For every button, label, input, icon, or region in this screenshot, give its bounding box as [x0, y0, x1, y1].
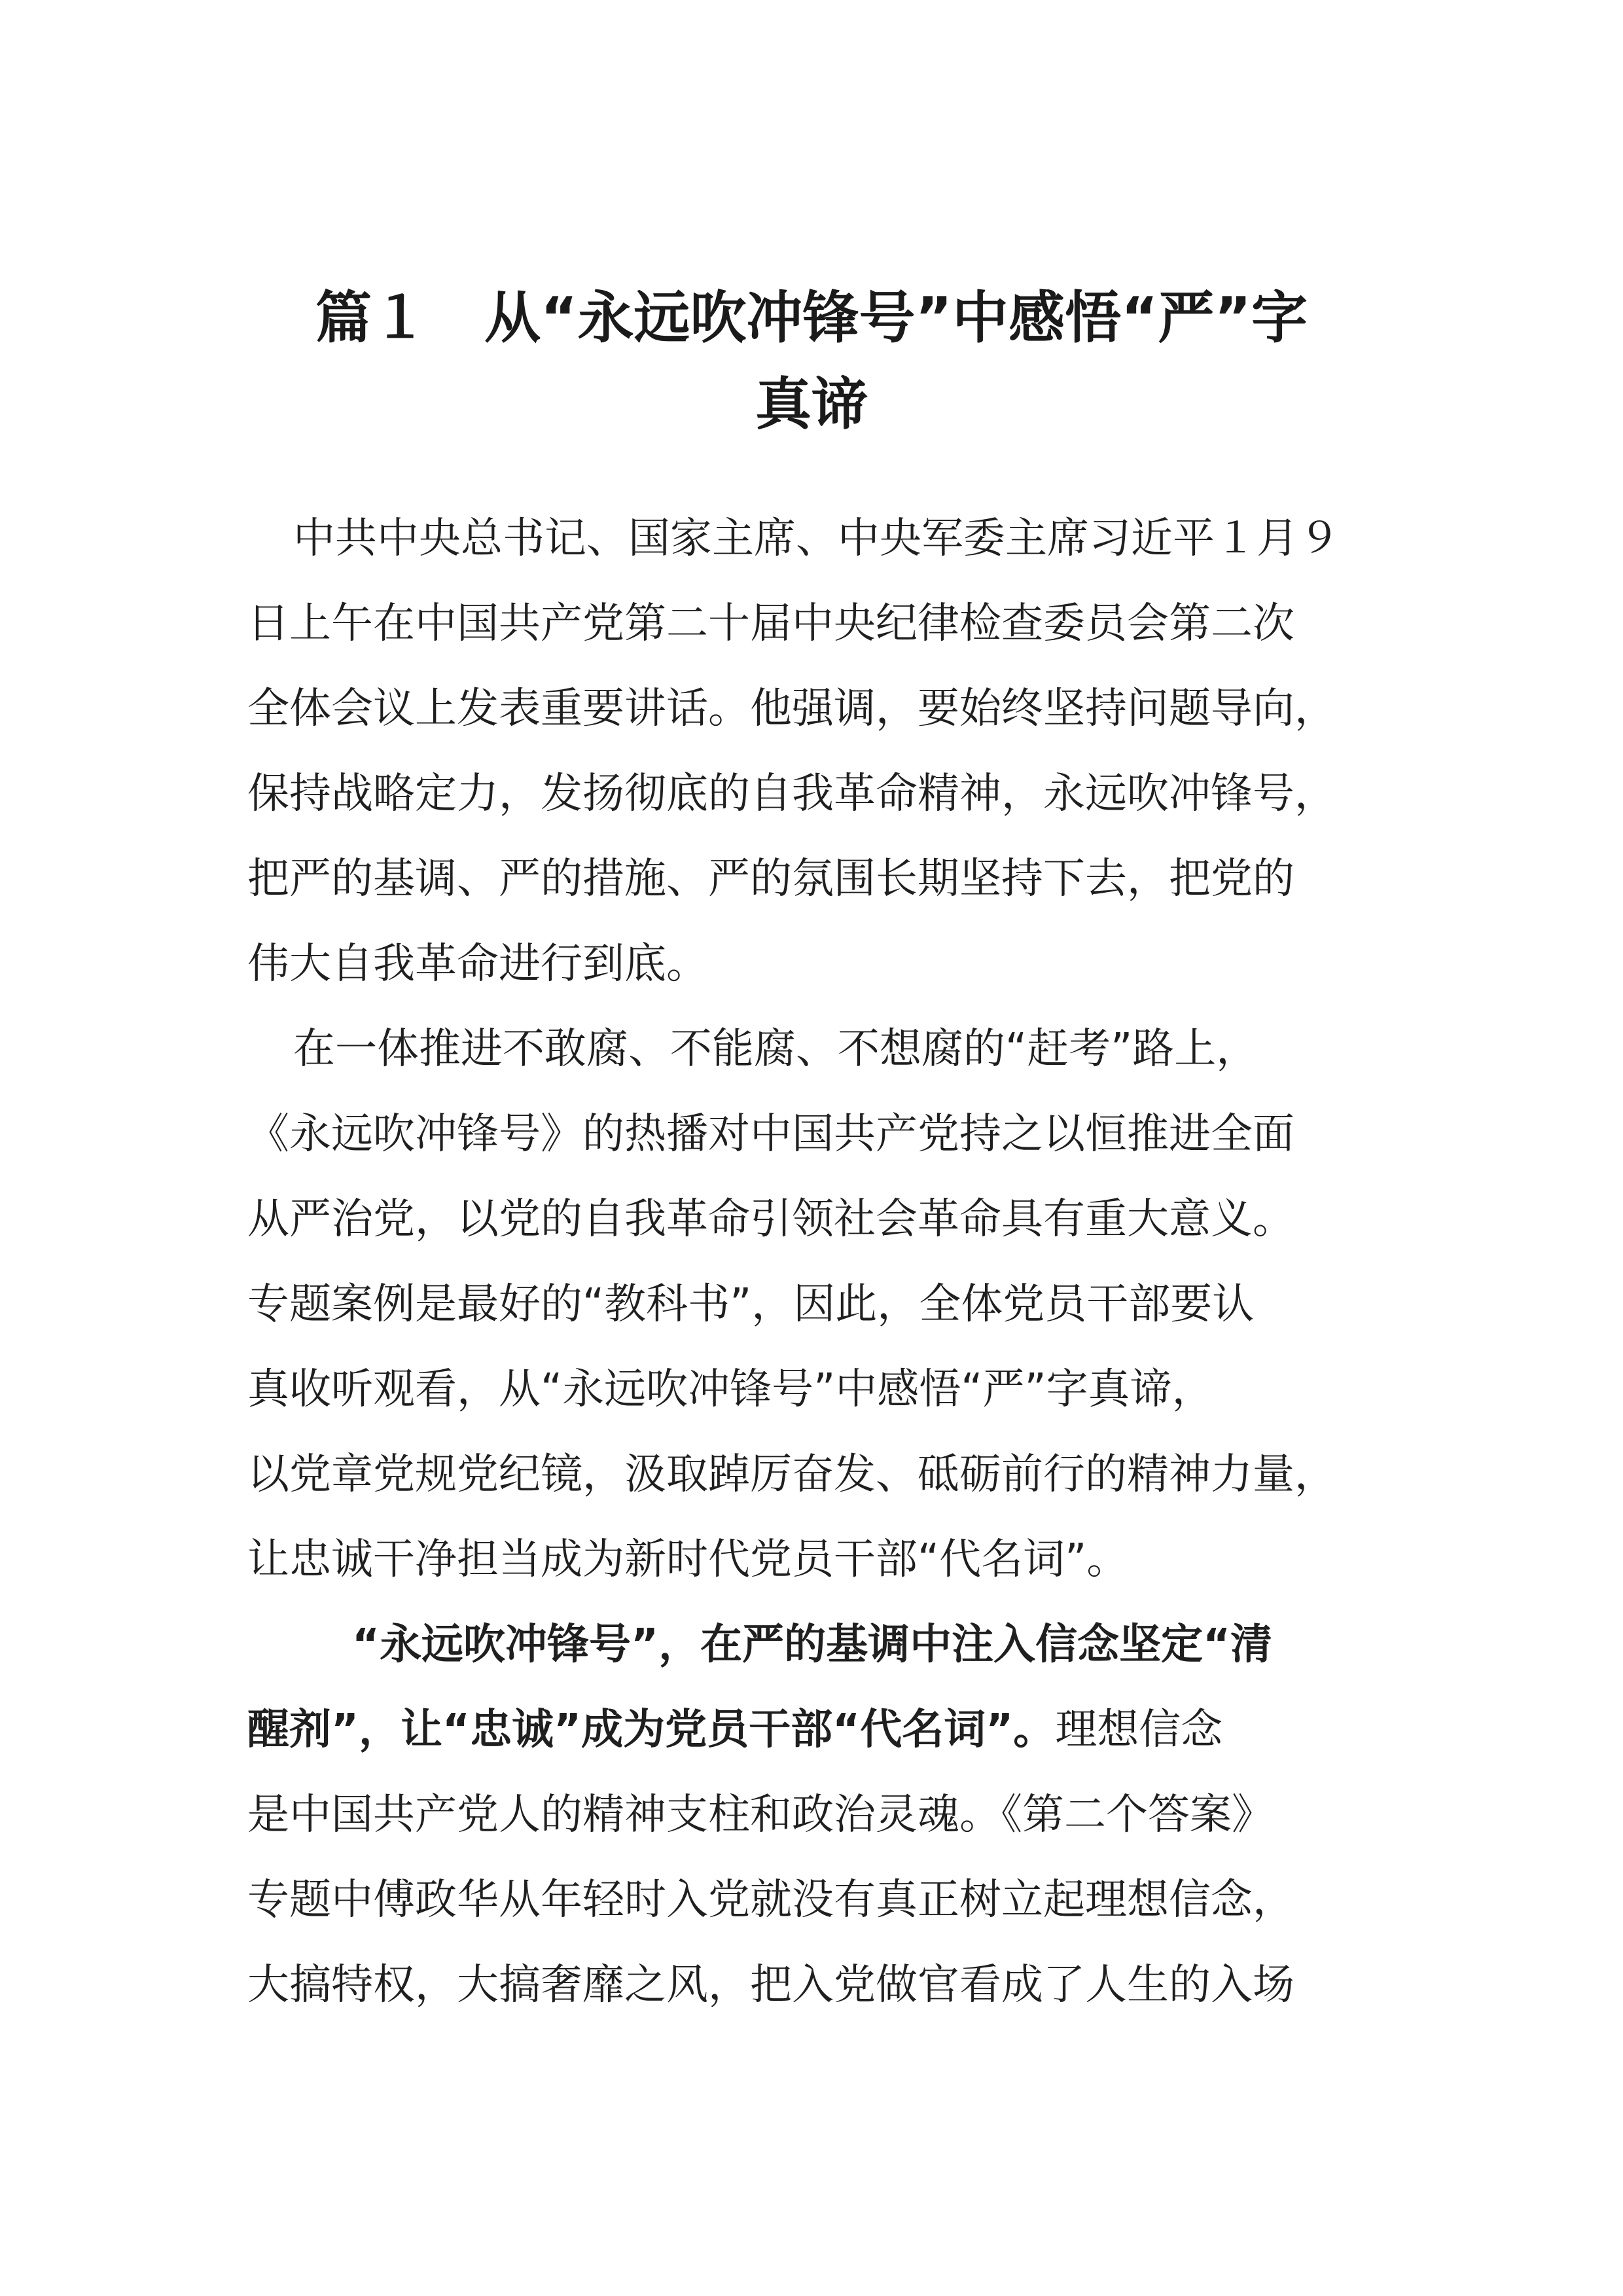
paragraph-line: 中共中央总书记、国家主席、中央军委主席习近平１月９ [293, 514, 1340, 563]
document-body [247, 496, 1389, 2028]
paragraph-2 [247, 1007, 1389, 1602]
paragraph-line: 专题案例是最好的“教科书”，因此，全体党员干部要认 [247, 1280, 1255, 1329]
paragraph-line: 大搞特权，大搞奢靡之风，把入党做官看成了人生的入场 [247, 1961, 1294, 2009]
paragraph-line: 让忠诚干净担当成为新时代党员干部“代名词”。 [247, 1535, 1129, 1584]
paragraph-line: 真收听观看，从“永远吹冲锋号”中感悟“严”字真谛， [247, 1365, 1214, 1414]
paragraph-line: 全体会议上发表重要讲话。他强调，要始终坚持问题导向， [247, 685, 1336, 733]
paragraph-heading-line: “永远吹冲锋号”，在严的基调中注入信念坚定“清 [352, 1621, 1273, 1669]
paragraph-line: 专题中傅政华从年轻时入党就没有真正树立起理想信念， [247, 1876, 1294, 1924]
paragraph-line: 日上午在中国共产党第二十届中央纪律检查委员会第二次 [247, 600, 1294, 648]
document-title [242, 275, 1381, 448]
paragraph-line: 从严治党，以党的自我革命引领社会革命具有重大意义。 [247, 1195, 1294, 1244]
paragraph-line: 伟大自我革命进行到底。 [247, 940, 708, 988]
paragraph-heading-end: 醒剂”，让“忠诚”成为党员干部“代名词”。 [247, 1706, 1056, 1754]
title-line-1: 篇１ 从“永远吹冲锋号”中感悟“严”字 [315, 285, 1308, 351]
paragraph-line: 《永远吹冲锋号》的热播对中国共产党持之以恒推进全面 [247, 1110, 1294, 1158]
paragraph-line: 以党章党规党纪镜，汲取踔厉奋发、砥砺前行的精神力量， [247, 1450, 1336, 1499]
paragraph-line [247, 1687, 1389, 1772]
paragraph-line: 保持战略定力，发扬彻底的自我革命精神，永远吹冲锋号， [247, 770, 1336, 818]
title-line-2: 真谛 [755, 372, 868, 437]
paragraph-text-start: 理想信念 [1055, 1706, 1223, 1754]
paragraph-1 [247, 496, 1389, 1007]
paragraph-3 [247, 1602, 1389, 2028]
paragraph-line: 是中国共产党人的精神支柱和政治灵魂。《第二个答案》 [247, 1791, 1274, 1839]
paragraph-line: 把严的基调、严的措施、严的氛围长期坚持下去，把党的 [247, 855, 1294, 903]
paragraph-line: 在一体推进不敢腐、不能腐、不想腐的“赶考”路上， [293, 1025, 1258, 1073]
